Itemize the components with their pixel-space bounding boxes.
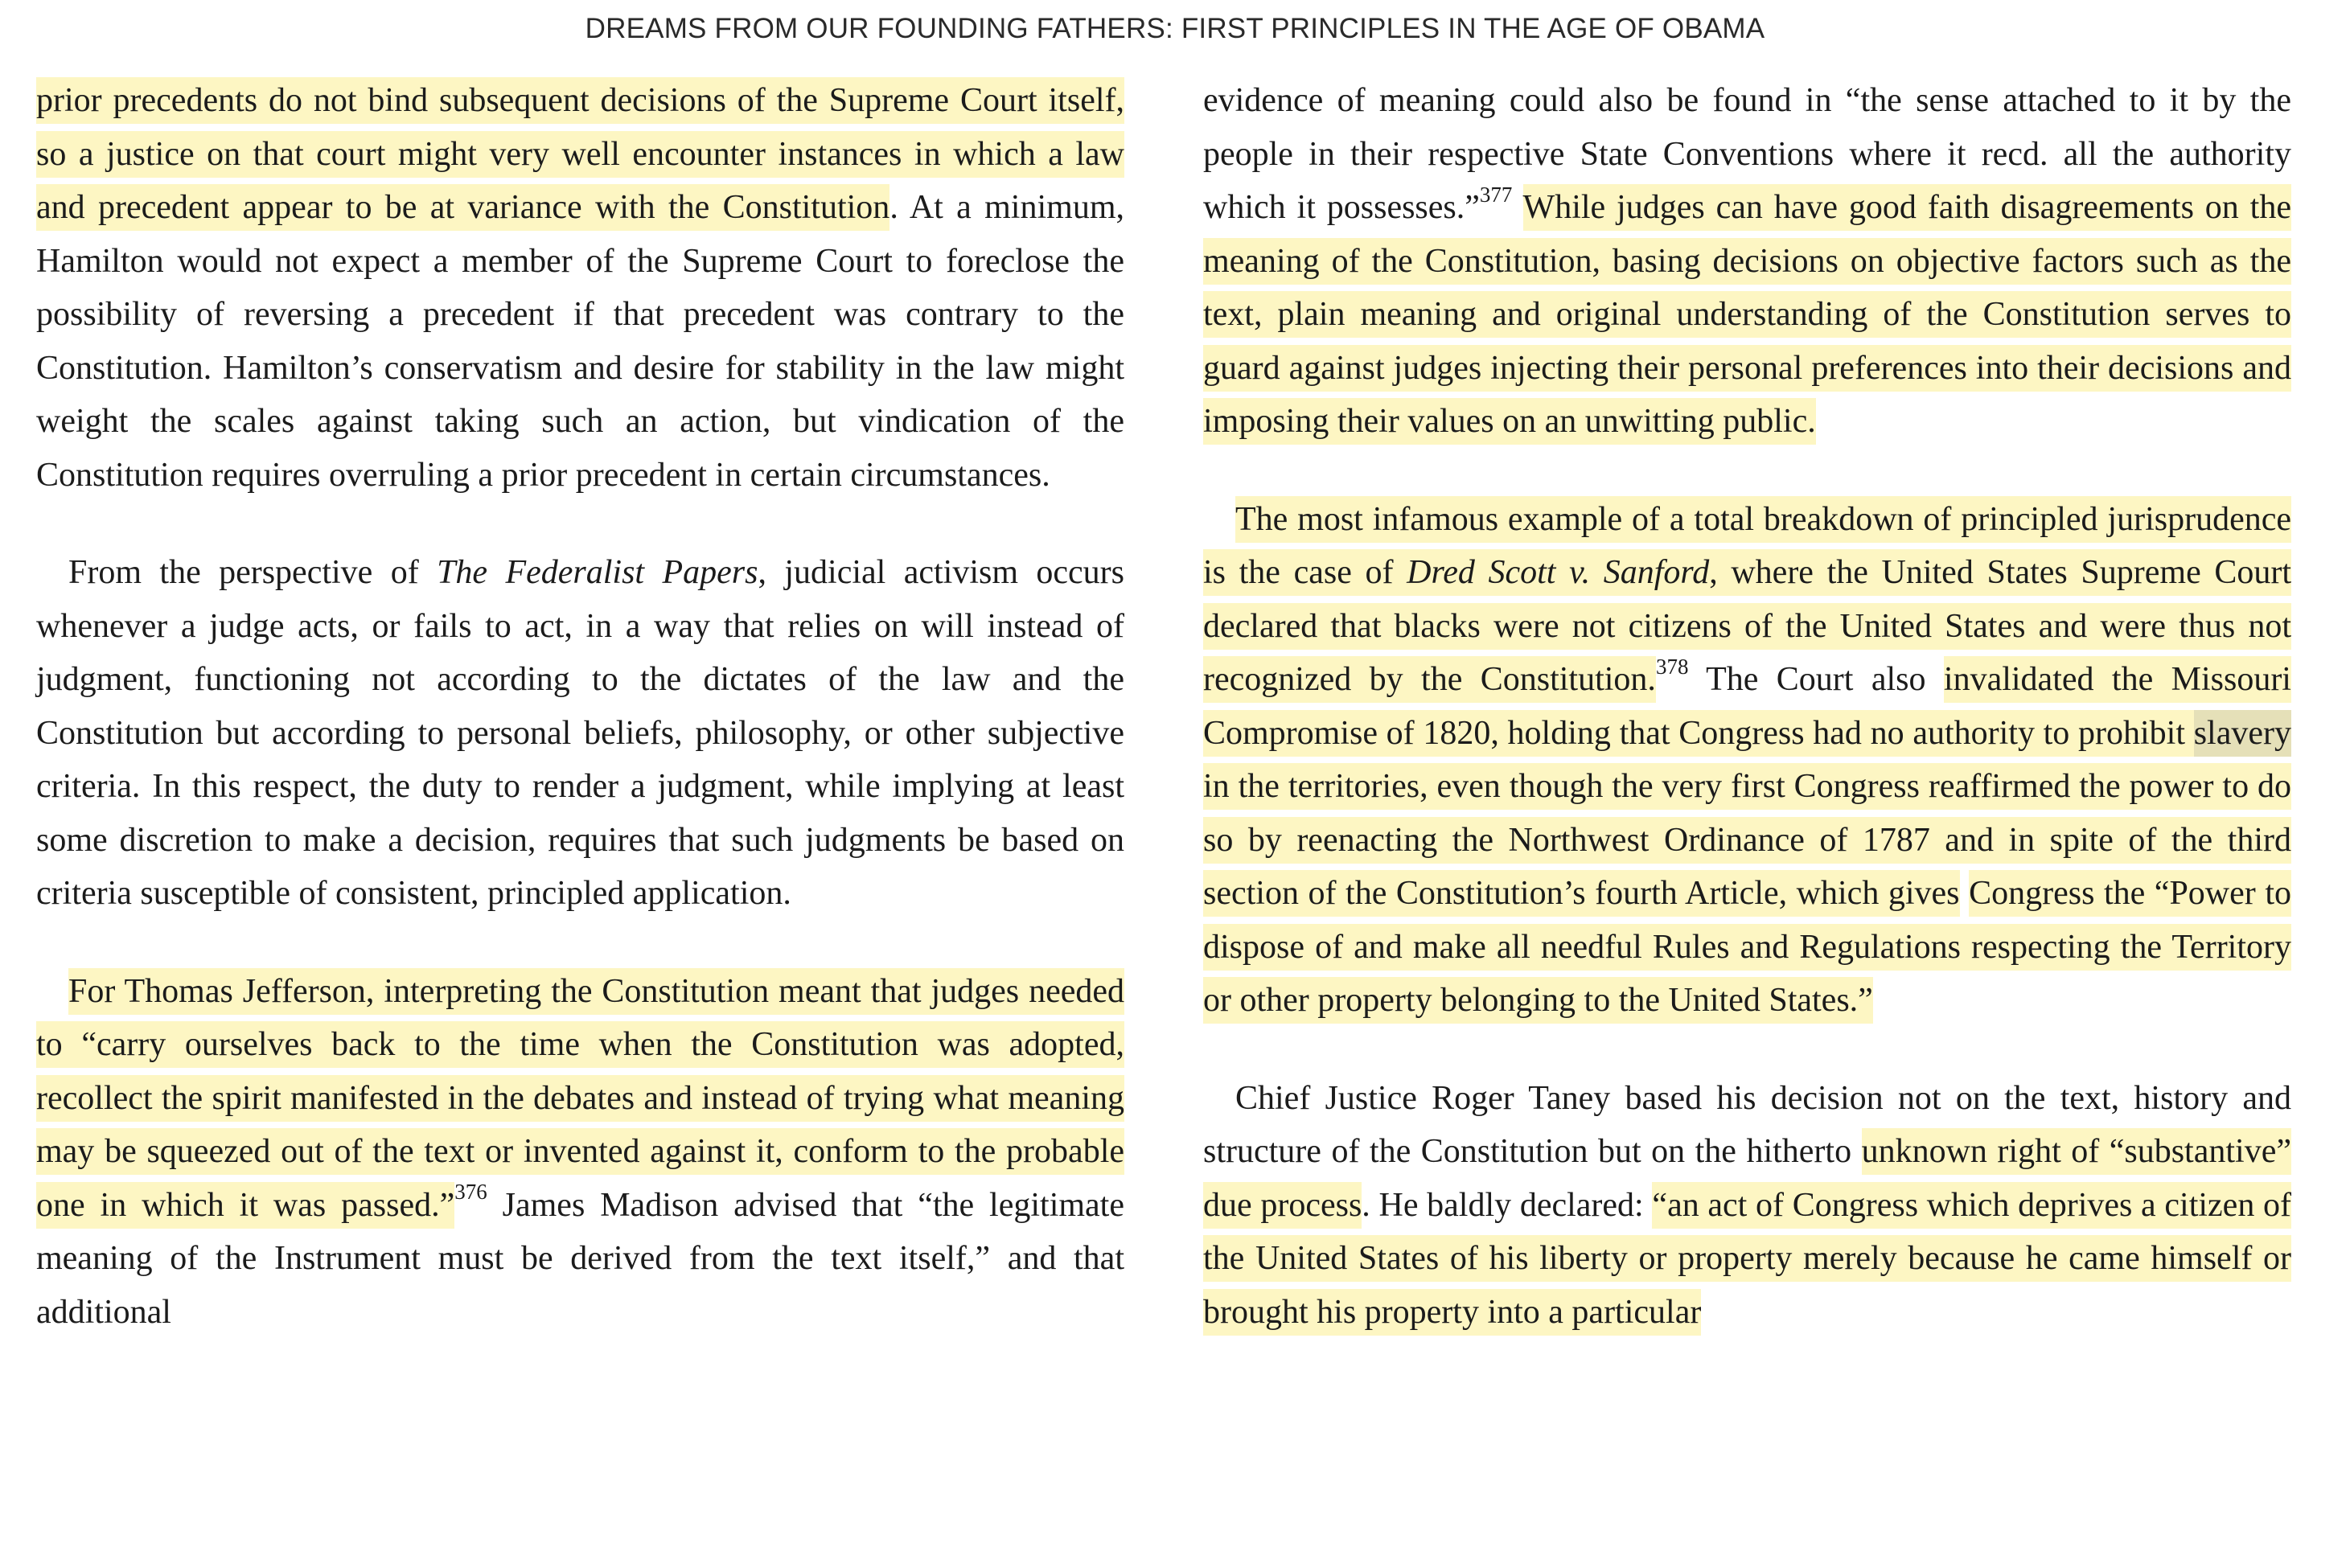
paragraph-taney	[1203, 1072, 2291, 1340]
highlighted-passage[interactable]: While judges can have good faith disagreements on the meaning of the Constitution, basing decisions on objective factors such as the text, plain meaning and original understanding of the Constitution serves to guard against judges injecting their personal preferences into their decisions and imposing their values on an unwitting public.	[1203, 184, 2291, 445]
italic-title: The Federalist Papers	[437, 554, 758, 591]
italic-case-name: Dred Scott v. Sanford	[1407, 554, 1710, 591]
running-header: DREAMS FROM OUR FOUNDING FATHERS: FIRST PRINCIPLES IN THE AGE OF OBAMA	[585, 13, 1765, 44]
highlighted-passage[interactable]: unknown right of “substantive” due process	[1203, 1128, 2291, 1229]
page-column-right	[1203, 74, 2291, 1383]
body-text: The Court also	[1688, 661, 1944, 698]
selected-word[interactable]: slavery	[2194, 710, 2291, 757]
highlight-text: The most infamous example of a total breakdown of principled jurisprudence is the case of	[1203, 500, 2291, 591]
highlight-text: in the territories, even though the very first Congress reaffirmed the power to do so by reenacting the Northwest Ordinance of 1787 and in spite of the third section of the Constitution’s fourth Article, which gives	[1203, 768, 2291, 912]
highlighted-passage[interactable]: For Thomas Jefferson, interpreting the Constitution meant that judges needed to “carry ourselves back to the time when the Constitution was adopted, recollect the spirit manifested in the debates and instead of trying what meaning may be squeezed out of the text or invented against it, conform to the probable one in which it was passed.”	[36, 968, 1124, 1229]
body-text: . He baldly declared:	[1362, 1186, 1653, 1224]
highlighted-passage[interactable]: Congress the “Power to dispose of and make all needful Rules and Regulations respecting the Territory or other property belonging to the United States.”	[1203, 870, 2291, 1024]
body-text: James Madison advised that “the legitimate meaning of the Instrument must be derived from the text itself,” and that additional	[36, 1186, 1124, 1331]
body-text: . At a minimum, Hamilton would not expect a member of the Supreme Court to foreclose the possibility of reversing a precedent if that precedent was contrary to the Constitution. Hamilton’s conservatism and desire for stability in the law might weight the scales against taking such an action, but vindication of the Constitution requires overruling a prior precedent in certain circumstances.	[36, 189, 1124, 494]
paragraph-precedent	[36, 74, 1124, 502]
body-text: Chief Justice Roger Taney based his decision not on the text, history and structure of the Constitution but on the hitherto	[1203, 1079, 2291, 1170]
highlighted-passage[interactable]: prior precedents do not bind subsequent decisions of the Supreme Court itself, so a justice on that court might very well encounter instances in which a law and precedent appear to be at variance with the Constitution	[36, 77, 1124, 231]
paragraph-federalist	[36, 546, 1124, 921]
highlighted-passage[interactable]: “an act of Congress which deprives a citizen of the United States of his liberty or property merely because he came himself or brought his property into a particular	[1203, 1182, 2291, 1336]
highlight-text: , where the United States Supreme Court declared that blacks were not citizens of the United States and were thus not recognized by the Constitution.	[1203, 554, 2292, 698]
footnote-marker[interactable]: 376	[454, 1180, 487, 1205]
paragraph-madison-continued	[1203, 74, 2291, 449]
page-column-left	[36, 74, 1124, 1383]
body-text	[1960, 875, 1970, 912]
paragraph-dred-scott	[1203, 493, 2291, 1028]
body-text	[1512, 189, 1522, 226]
highlight-text: invalidated the Missouri Compromise of 1820, holding that Congress had no authority to prohibit	[1203, 661, 2291, 752]
body-text: , judicial activism occurs whenever a judge acts, or fails to act, in a way that relies on will instead of judgment, functioning not according to the dictates of the law and the Constitution but according to personal beliefs, philosophy, or other subjective criteria. In this respect, the duty to render a judgment, while implying at least some discretion to make a decision, requires that such judgments be based on criteria susceptible of consistent, principled application.	[36, 554, 1124, 912]
body-text: evidence of meaning could also be found in “the sense attached to it by the people in their respective State Conventions where it recd. all the authority which it possesses.”	[1203, 82, 2291, 226]
footnote-marker[interactable]: 377	[1479, 182, 1513, 207]
paragraph-jefferson	[36, 965, 1124, 1340]
body-text: From the perspective of	[68, 554, 438, 591]
footnote-marker[interactable]: 378	[1655, 654, 1689, 679]
